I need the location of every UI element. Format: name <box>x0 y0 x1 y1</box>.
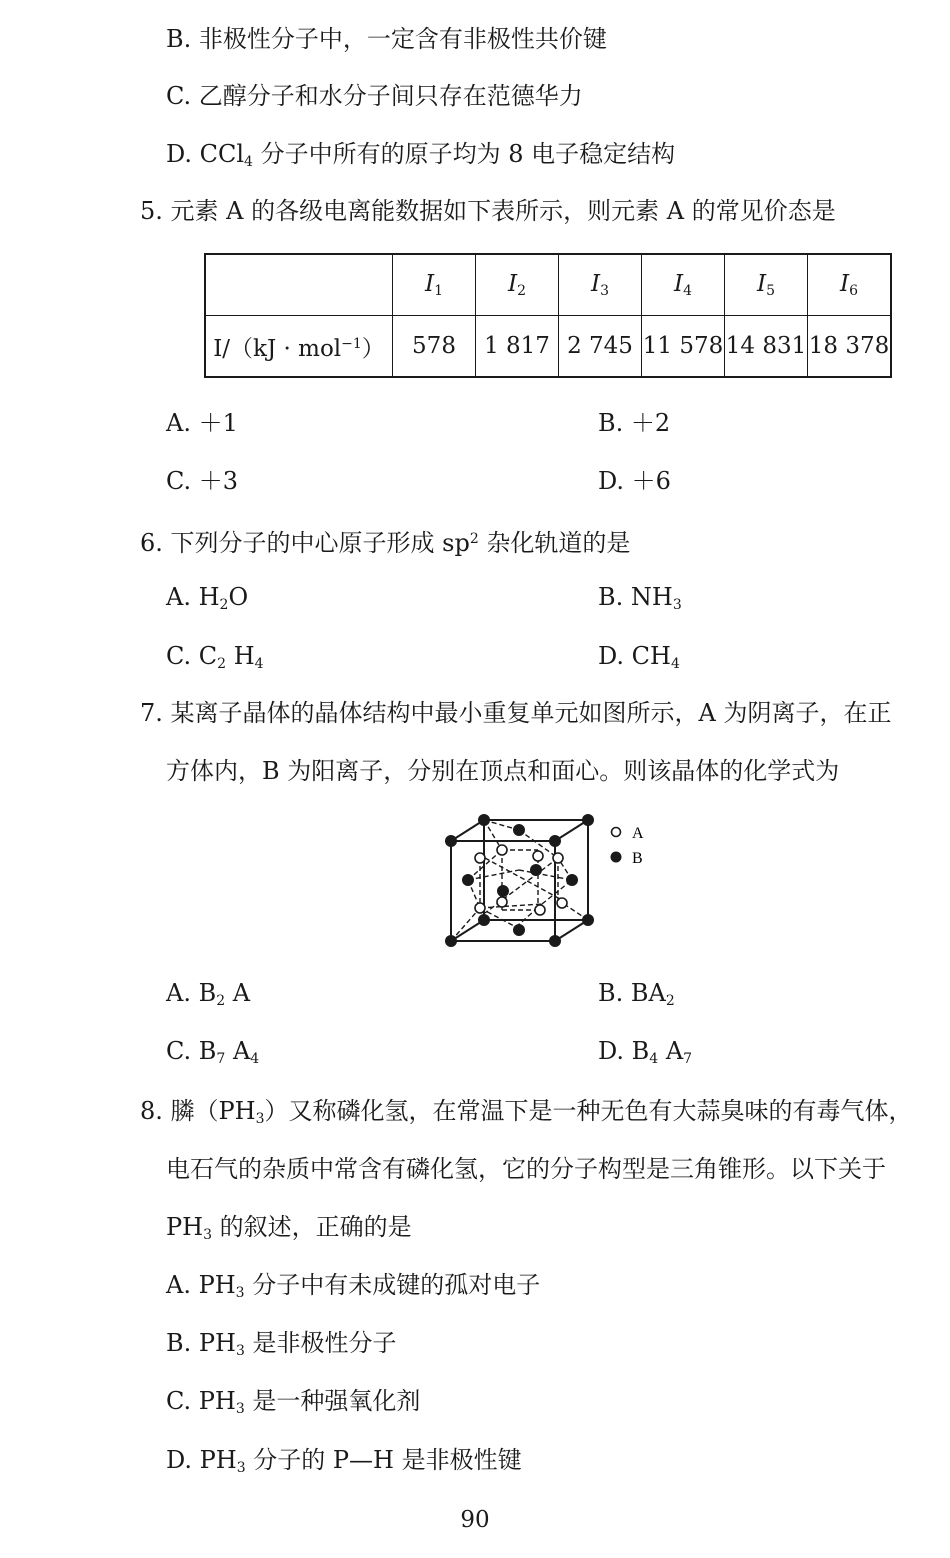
legend-a-label: A <box>632 825 644 842</box>
q7-option-a: A. $B_2$ A <box>166 979 251 1009</box>
ionization-energy-table <box>204 253 892 378</box>
b-cations <box>445 814 594 947</box>
q6-option-c: C. $C_2$ $H_4$ <box>166 642 264 672</box>
q4-option-d: D. CCl$_4$ 分子中所有的原子均为 8 电子稳定结构 <box>166 140 676 170</box>
q5-option-c: C. ＋3 <box>166 467 239 495</box>
value-i6: 18 378 <box>808 316 892 378</box>
q8-stem-line2: 电石气的杂质中常含有磷化氢，它的分子构型是三角锥形。以下关于 <box>166 1155 886 1183</box>
header-i6: $I_6$ <box>808 254 892 316</box>
value-i2: 1 817 <box>476 316 559 378</box>
q8-option-b: B. $PH_3$ 是非极性分子 <box>166 1329 397 1359</box>
legend-b-label: B <box>632 850 643 867</box>
legend-anion-marker <box>612 828 621 837</box>
q8-option-d: D. $PH_3$ 分子的 P—H 是非极性键 <box>166 1446 522 1476</box>
diagram-legend <box>611 825 645 867</box>
q7-stem-line1: 7. 某离子晶体的晶体结构中最小重复单元如图所示，A 为阴离子，在正 <box>140 699 892 727</box>
q7-option-c: C. $B_7$ $A_4$ <box>166 1037 260 1067</box>
q6-option-d: D. $CH_4$ <box>598 642 680 672</box>
q8-stem-line1: 8. 膦$(PH_3)$又称磷化氢，在常温下是一种无色有大蒜臭味的有毒气体， <box>140 1097 913 1127</box>
q8-option-c: C. $PH_3$ 是一种强氧化剂 <box>166 1387 421 1417</box>
q8-option-a: A. $PH_3$ 分子中有未成键的孤对电子 <box>166 1271 541 1301</box>
q4-option-b: B. 非极性分子中，一定含有非极性共价键 <box>166 25 607 53</box>
q7-option-b: B. $BA_2$ <box>598 979 675 1009</box>
q6-option-b: B. $NH_3$ <box>598 583 682 613</box>
legend-cation-marker <box>611 852 622 863</box>
q6-stem: 6. 下列分子的中心原子形成 $sp^2$ 杂化轨道的是 <box>140 529 631 557</box>
header-i4: $I_4$ <box>642 254 725 316</box>
header-i1: $I_1$ <box>393 254 476 316</box>
table-row <box>205 316 891 378</box>
q5-option-a: A. ＋1 <box>166 409 238 437</box>
q7-option-d: D. $B_4$ $A_7$ <box>598 1037 693 1067</box>
q4-option-c: C. 乙醇分子和水分子间只存在范德华力 <box>166 82 583 110</box>
crystal-unit-cell-diagram <box>436 808 656 953</box>
header-i5: $I_5$ <box>725 254 808 316</box>
value-i1: 578 <box>393 316 476 378</box>
q8-stem-line3: $PH_3$ 的叙述，正确的是 <box>166 1213 412 1243</box>
q5-stem: 5. 元素 A 的各级电离能数据如下表所示，则元素 A 的常见价态是 <box>140 197 836 225</box>
value-i3: 2 745 <box>559 316 642 378</box>
row-label: I/（kJ · mol$^{-1}$） <box>205 316 393 378</box>
table-corner-cell <box>205 254 393 316</box>
table-header-row <box>205 254 891 316</box>
a-anions <box>475 845 567 915</box>
page-number: 90 <box>460 1507 490 1533</box>
q7-stem-line2: 方体内，B 为阳离子，分别在顶点和面心。则该晶体的化学式为 <box>166 757 840 785</box>
q5-option-d: D. ＋6 <box>598 467 671 495</box>
header-i2: $I_2$ <box>476 254 559 316</box>
q5-option-b: B. ＋2 <box>598 409 671 437</box>
header-i3: $I_3$ <box>559 254 642 316</box>
q6-option-a: A. $H_2O$ <box>166 583 249 613</box>
value-i4: 11 578 <box>642 316 725 378</box>
value-i5: 14 831 <box>725 316 808 378</box>
